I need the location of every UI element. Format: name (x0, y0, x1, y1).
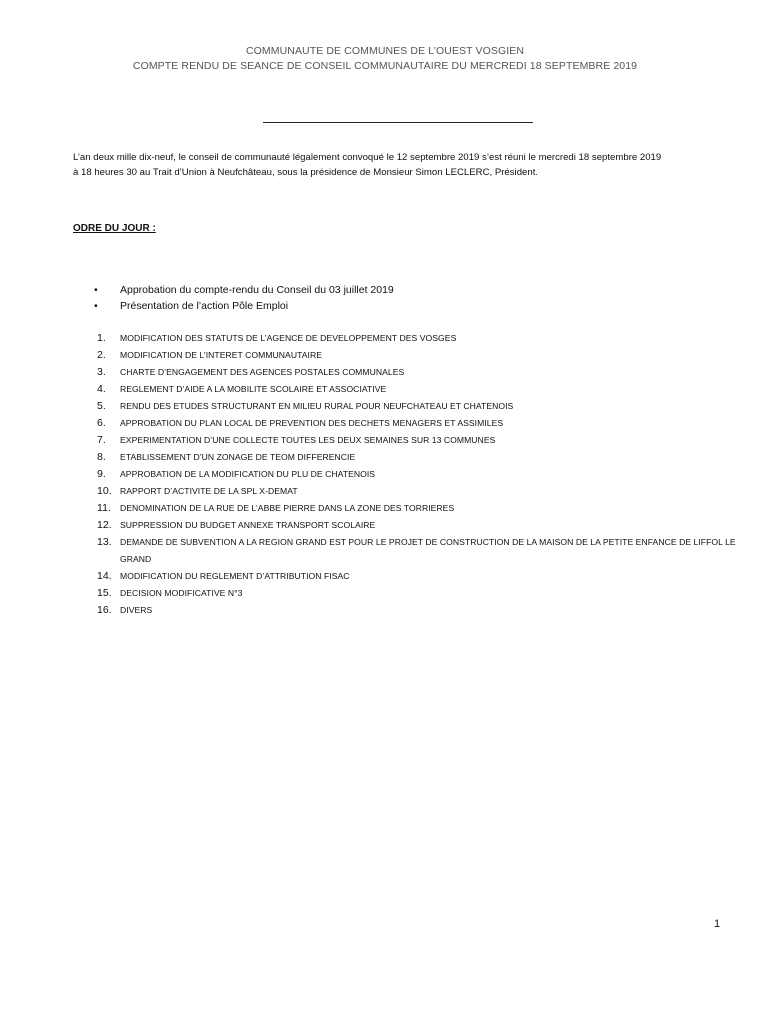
agenda-item (97, 585, 737, 602)
bullet-icon: • (94, 284, 98, 296)
agenda-item (97, 568, 737, 585)
agenda-item (97, 500, 737, 517)
page-number: 1 (714, 918, 721, 930)
intro-paragraph (73, 150, 733, 180)
item-text: RAPPORT D’ACTIVITE DE LA SPL X-DEMAT (120, 486, 298, 496)
agenda-item (97, 432, 737, 449)
item-number: 2. (97, 349, 106, 361)
bullet-text: Présentation de l’action Pôle Emploi (120, 300, 289, 312)
agenda-item (97, 415, 737, 432)
agenda-item (97, 381, 737, 398)
agenda-item (97, 330, 737, 347)
agenda-item (97, 347, 737, 364)
item-number: 3. (97, 366, 106, 378)
item-number: 12. (97, 519, 112, 531)
item-number: 13. (97, 536, 112, 548)
bullet-text: Approbation du compte-rendu du Conseil du 03 juillet 2019 (120, 284, 394, 296)
agenda-item (97, 534, 737, 568)
agenda-item (97, 449, 737, 466)
bullet-item (94, 298, 394, 314)
item-number: 5. (97, 400, 106, 412)
item-number: 15. (97, 587, 112, 599)
item-number: 8. (97, 451, 106, 463)
agenda-item (97, 466, 737, 483)
item-number: 9. (97, 468, 106, 480)
item-text: APPROBATION DE LA MODIFICATION DU PLU DE CHATENOIS (120, 469, 376, 479)
item-number: 10. (97, 485, 112, 497)
item-text: RENDU DES ETUDES STRUCTURANT EN MILIEU RURAL POUR NEUFCHATEAU ET CHATENOIS (120, 401, 514, 411)
item-number: 7. (97, 434, 106, 446)
item-number: 1. (97, 332, 106, 344)
item-text: DENOMINATION DE LA RUE DE L’ABBE PIERRE DANS LA ZONE DES TORRIERES (120, 503, 455, 513)
item-text: DEMANDE DE SUBVENTION A LA REGION GRAND EST POUR LE PROJET DE CONSTRUCTION DE LA MAISON DE LA PETITE ENFANCE DE LIFFOL LE GRAND (120, 537, 736, 564)
item-text: REGLEMENT D’AIDE A LA MOBILITE SCOLAIRE ET ASSOCIATIVE (120, 384, 387, 394)
item-text: SUPPRESSION DU BUDGET ANNEXE TRANSPORT SCOLAIRE (120, 520, 376, 530)
item-number: 4. (97, 383, 106, 395)
agenda-items (97, 330, 737, 619)
document-header (0, 44, 770, 74)
bullet-item (94, 282, 394, 298)
bullet-icon: • (94, 300, 98, 312)
item-number: 14. (97, 570, 112, 582)
separator-line (263, 122, 533, 123)
agenda-item (97, 364, 737, 381)
item-text: ETABLISSEMENT D’UN ZONAGE DE TEOM DIFFERENCIE (120, 452, 356, 462)
item-text: EXPERIMENTATION D’UNE COLLECTE TOUTES LES DEUX SEMAINES SUR 13 COMMUNES (120, 435, 496, 445)
item-number: 16. (97, 604, 112, 616)
agenda-item (97, 602, 737, 619)
item-text: DIVERS (120, 605, 153, 615)
agenda-bullets (94, 282, 394, 314)
item-text: APPROBATION DU PLAN LOCAL DE PREVENTION DES DECHETS MENAGERS ET ASSIMILES (120, 418, 504, 428)
agenda-item (97, 517, 737, 534)
intro-line-2: à 18 heures 30 au Trait d’Union à Neufchâteau, sous la présidence de Monsieur Simon LECLERC, Président. (73, 167, 539, 178)
agenda-title: ODRE DU JOUR : (73, 223, 156, 234)
agenda-item (97, 483, 737, 500)
item-text: MODIFICATION DES STATUTS DE L’AGENCE DE DEVELOPPEMENT DES VOSGES (120, 333, 457, 343)
item-number: 11. (97, 502, 111, 514)
header-organisation: COMMUNAUTE DE COMMUNES DE L’OUEST VOSGIEN (245, 45, 525, 57)
intro-line-1: L’an deux mille dix-neuf, le conseil de communauté légalement convoqué le 12 septembre 2019 s’est réuni le mercredi 18 septembre 2019 (73, 152, 662, 163)
item-text: CHARTE D’ENGAGEMENT DES AGENCES POSTALES COMMUNALES (120, 367, 405, 377)
item-number: 6. (97, 417, 106, 429)
agenda-item (97, 398, 737, 415)
item-text: MODIFICATION DE L’INTERET COMMUNAUTAIRE (120, 350, 323, 360)
header-title: COMPTE RENDU DE SEANCE DE CONSEIL COMMUNAUTAIRE DU MERCREDI 18 SEPTEMBRE 2019 (132, 60, 638, 72)
item-text: MODIFICATION DU REGLEMENT D’ATTRIBUTION FISAC (120, 571, 350, 581)
item-text: DECISION MODIFICATIVE N°3 (120, 588, 243, 598)
